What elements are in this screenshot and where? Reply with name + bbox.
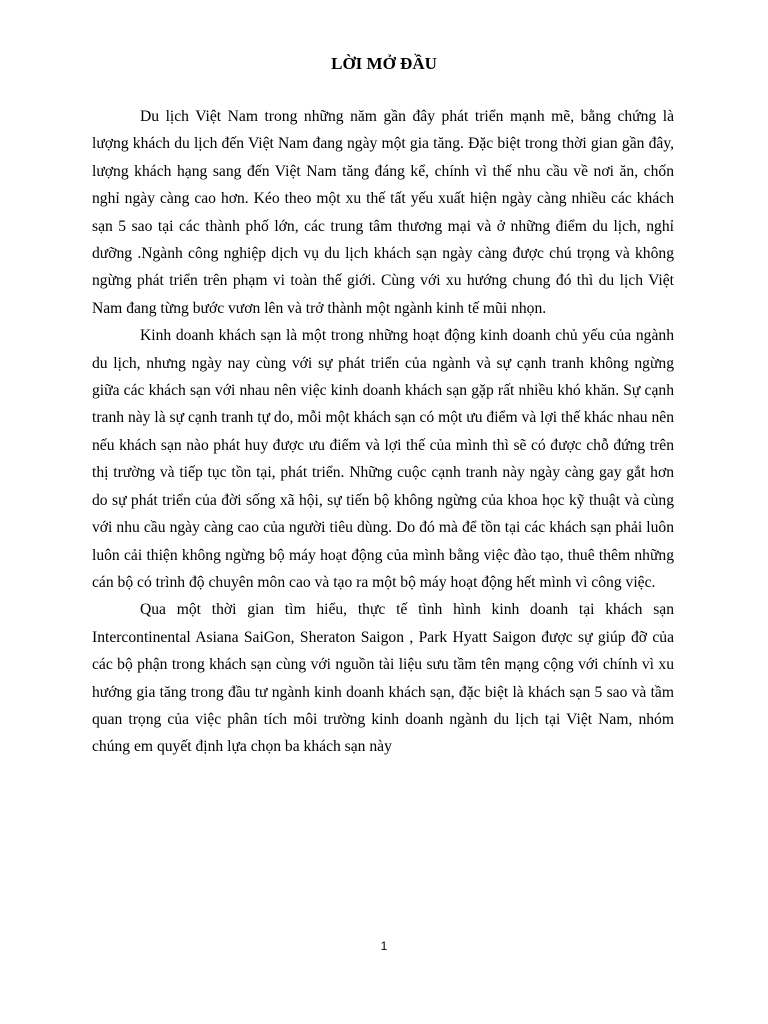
paragraph-1: Du lịch Việt Nam trong những năm gần đây phát triển mạnh mẽ, bằng chứng là lượng khách du lịch đến Việt Nam đang ngày một gia tăng. Đặc biệt trong thời gian gần đây, lượng khách hạng sang đến Việt Nam tăng đáng kể, chính vì thế nhu cầu về nơi ăn, chốn nghỉ ngày càng cao hơn. Kéo theo một xu thế tất yếu xuất hiện ngày càng nhiều các khách sạn 5 sao tại các thành phố lớn, các trung tâm thương mại và ở những điểm du lịch, nghỉ dưỡng .Ngành công nghiệp dịch vụ du lịch khách sạn ngày càng được chú trọng và không ngừng phát triển trên phạm vi toàn thế giới. Cùng với xu hướng chung đó thì du lịch Việt Nam đang từng bước vươn lên và trở thành một ngành kinh tế mũi nhọn. [92, 108, 674, 317]
paragraph-2: Kinh doanh khách sạn là một trong những hoạt động kinh doanh chủ yếu của ngành du lịch, nhưng ngày nay cùng với sự phát triển của ngành và sự cạnh tranh không ngừng giữa các khách sạn với nhau nên việc kinh doanh khách sạn gặp rất nhiều khó khăn. Sự cạnh tranh này là sự cạnh tranh tự do, mỗi một khách sạn có một ưu điểm và lợi thế khác nhau nên nếu khách sạn nào phát huy được ưu điểm và lợi thế của mình thì sẽ có được chỗ đứng trên thị trường và tiếp tục tồn tại, phát triển. Những cuộc cạnh tranh này ngày càng gay gắt hơn do sự phát triển của đời sống xã hội, sự tiến bộ không ngừng của khoa học kỹ thuật và cùng với nhu cầu ngày càng cao của người tiêu dùng. Do đó mà để tồn tại các khách sạn phải luôn luôn cải thiện không ngừng bộ máy hoạt động của mình bằng việc đào tạo, thuê thêm những cán bộ có trình độ chuyên môn cao và tạo ra một bộ máy hoạt động hết mình vì công việc. [92, 327, 674, 591]
page-number: 1 [380, 939, 388, 953]
document-body [92, 103, 674, 761]
page-title: LỜI MỞ ĐẦU [331, 54, 437, 73]
paragraph-3: Qua một thời gian tìm hiểu, thực tế tình hình kinh doanh tại khách sạn Intercontinental Asiana SaiGon, Sheraton Saigon , Park Hyatt Saigon được sự giúp đỡ của các bộ phận trong khách sạn cùng với nguồn tài liệu sưu tầm tên mạng cộng với chính vì xu hướng gia tăng trong đầu tư ngành kinh doanh khách sạn, đặc biệt là khách sạn 5 sao và tầm quan trọng của việc phân tích môi trường kinh doanh ngành du lịch tại Việt Nam, nhóm chúng em quyết định lựa chọn ba khách sạn này [92, 601, 674, 756]
